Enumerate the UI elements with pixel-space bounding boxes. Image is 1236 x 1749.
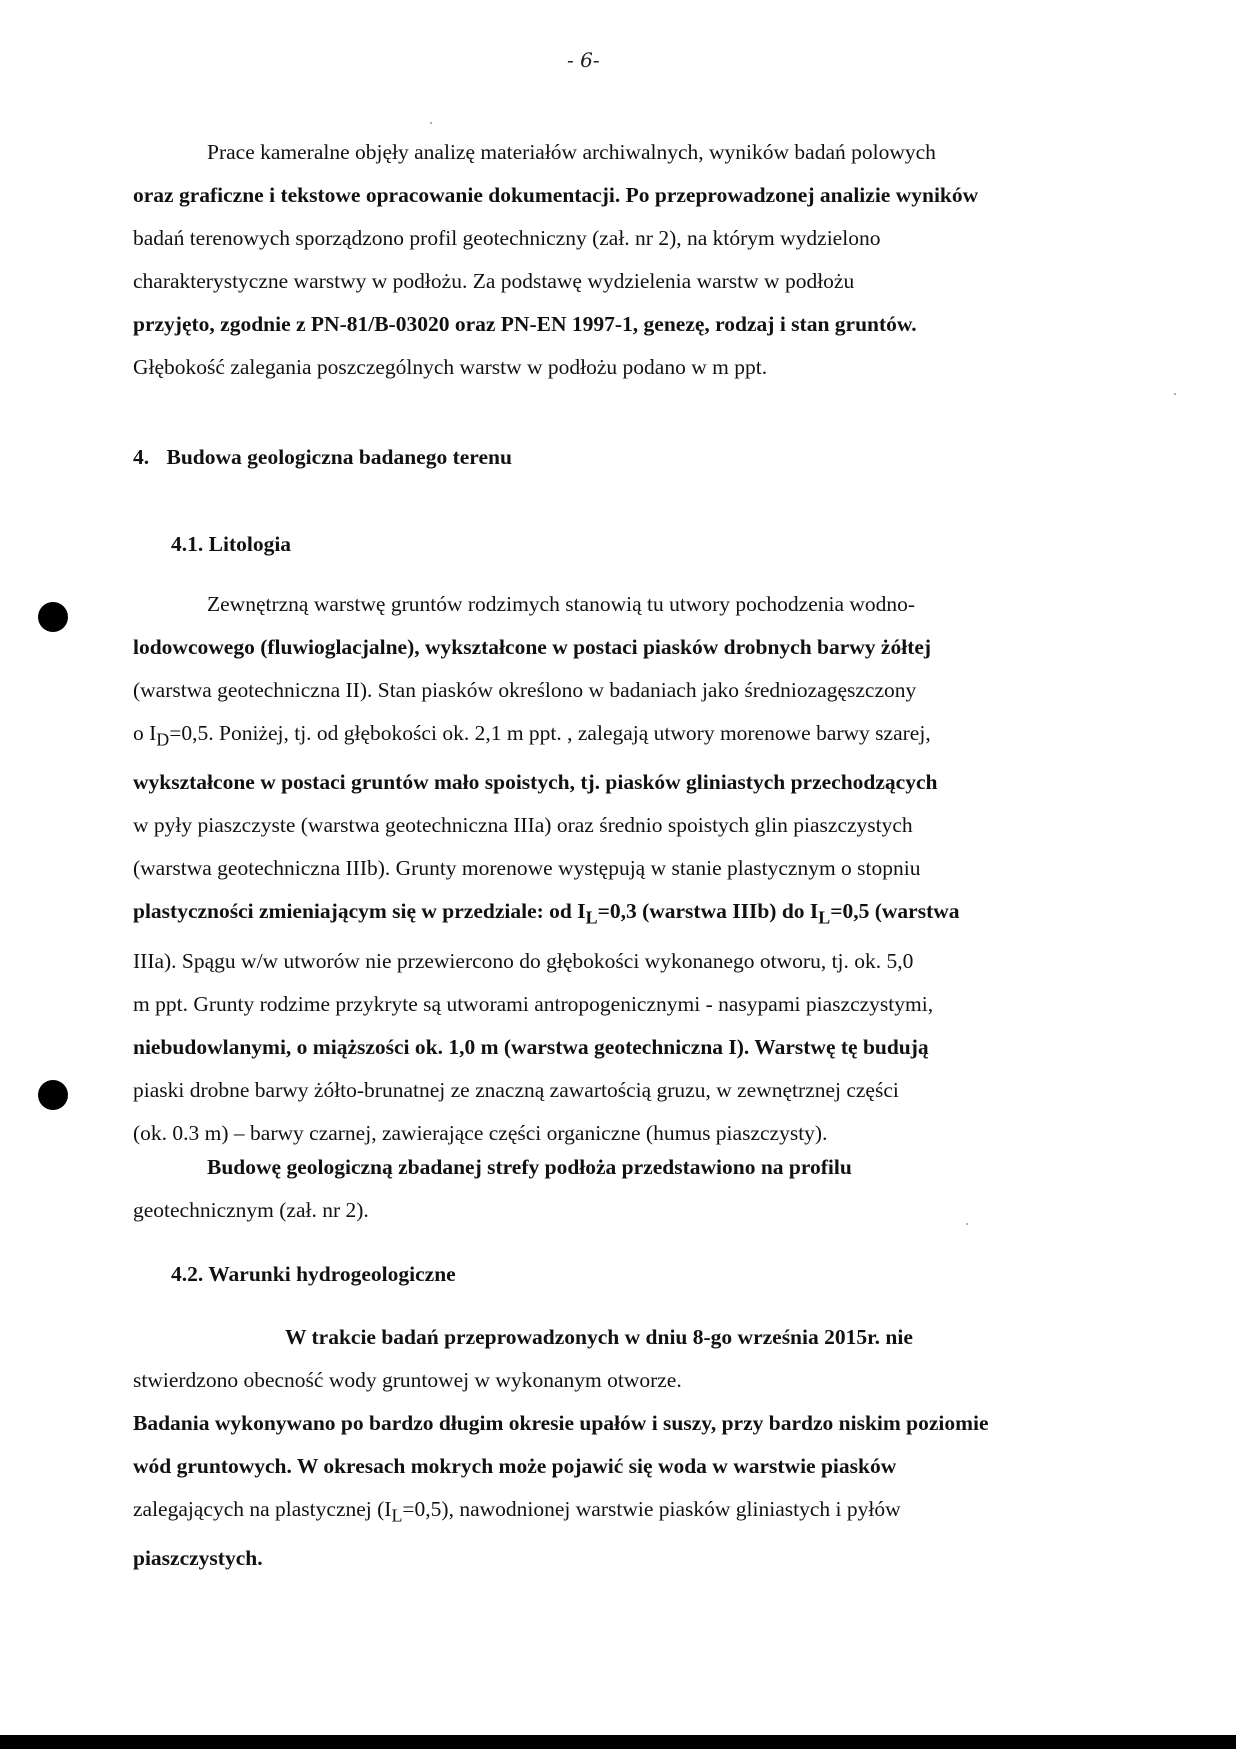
paragraph-line: niebudowlanymi, o miąższości ok. 1,0 m (warstwa geotechniczna I). Warstwę tę budują [133, 1034, 929, 1059]
paragraph-profile-reference [133, 1146, 1079, 1232]
paragraph-office-work [133, 131, 1079, 389]
text-run: =0,5 (warstwa [830, 899, 960, 924]
subscript: L [585, 907, 598, 928]
paragraph-line: w pyły piaszczyste (warstwa geotechniczna IIIa) oraz średnio spoistych glin piaszczystych [133, 813, 913, 838]
paragraph-line: (warstwa geotechniczna II). Stan piasków określono w badaniach jako średniozagęszczony [133, 678, 917, 702]
paragraph-line: Głębokość zalegania poszczególnych warstw w podłożu podano w m ppt. [133, 355, 768, 379]
paragraph-line: (ok. 0.3 m) – barwy czarnej, zawierające części organiczne (humus piaszczysty). [133, 1120, 828, 1145]
text-run: o I [133, 721, 157, 745]
paragraph-line: Zewnętrzną warstwę gruntów rodzimych stanowią tu utwory pochodzenia wodno- [207, 592, 916, 616]
text-run: =0,5. Poniżej, tj. od głębokości ok. 2,1 m ppt. , zalegają utwory morenowe barwy szarej, [169, 721, 931, 745]
paragraph-line: charakterystyczne warstwy w podłożu. Za podstawę wydzielenia warstw w podłożu [133, 269, 855, 293]
paragraph-line: piaski drobne barwy żółto-brunatnej ze znaczną zawartością gruzu, w zewnętrznej części [133, 1077, 899, 1102]
paragraph-lithology [133, 583, 1079, 1155]
scan-speck [1174, 393, 1176, 395]
scan-border [0, 1735, 1236, 1749]
text-run: =0,3 (warstwa IIIb) do I [597, 899, 819, 924]
paragraph-line: m ppt. Grunty rodzime przykryte są utworami antropogenicznymi - nasypami piaszczystymi, [133, 991, 934, 1016]
paragraph-line: geotechnicznym (zał. nr 2). [133, 1198, 369, 1222]
paragraph-line: oraz graficzne i tekstowe opracowanie dokumentacji. Po przeprowadzonej analizie wyników [133, 183, 979, 207]
margin-dot [38, 1080, 68, 1110]
paragraph-line: (warstwa geotechniczna IIIb). Grunty morenowe występują w stanie plastycznym o stopniu [133, 856, 921, 881]
section-heading-4-1: 4.1. Litologia [171, 532, 292, 556]
paragraph-line [133, 712, 1079, 761]
paragraph-line [133, 1488, 1079, 1537]
subscript: L [391, 1505, 403, 1526]
paragraph-line: badań terenowych sporządzono profil geotechniczny (zał. nr 2), na którym wydzielono [133, 226, 881, 250]
paragraph-line: przyjęto, zgodnie z PN-81/B-03020 oraz PN-EN 1997-1, genezę, rodzaj i stan gruntów. [133, 312, 917, 336]
section-heading-4 [133, 442, 512, 472]
paragraph-line: Prace kameralne objęły analizę materiałów archiwalnych, wyników badań polowych [207, 140, 936, 164]
text-run: plastyczności zmieniającym się w przedziale: od I [133, 899, 586, 924]
paragraph-line: Badania wykonywano po bardzo długim okresie upałów i suszy, przy bardzo niskim poziomie [133, 1411, 989, 1435]
paragraph-line: stwierdzono obecność wody gruntowej w wykonanym otworze. [133, 1368, 682, 1392]
paragraph-line: W trakcie badań przeprowadzonych w dniu 8-go września 2015r. nie [285, 1325, 913, 1349]
paragraph-line: wykształcone w postaci gruntów mało spoistych, tj. piasków gliniastych przechodzących [133, 770, 938, 795]
paragraph-line: IIIa). Spągu w/w utworów nie przewiercono do głębokości wykonanego otworu, tj. ok. 5,0 [133, 948, 914, 973]
text-run: zalegających na plastycznej (I [133, 1497, 392, 1521]
paragraph-line: piaszczystych. [133, 1546, 263, 1571]
scan-speck [430, 122, 432, 124]
section-number: 4. [133, 445, 150, 469]
paragraph-line [133, 890, 1079, 939]
paragraph-hydrogeology [133, 1316, 1079, 1580]
paragraph-line: lodowcowego (fluwioglacjalne), wykształcone w postaci piasków drobnych barwy żółtej [133, 635, 932, 659]
paragraph-line: Budowę geologiczną zbadanej strefy podłoża przedstawiono na profilu [207, 1155, 852, 1179]
text-run: =0,5), nawodnionej warstwie piasków gliniastych i pyłów [402, 1497, 901, 1521]
subscript: D [156, 729, 170, 750]
page-number: - 6- [567, 48, 600, 72]
margin-dot [38, 602, 68, 632]
section-title: Budowa geologiczna badanego terenu [166, 445, 512, 469]
paragraph-line: wód gruntowych. W okresach mokrych może pojawić się woda w warstwie piasków [133, 1454, 897, 1478]
section-heading-4-2: 4.2. Warunki hydrogeologiczne [171, 1262, 456, 1286]
subscript: L [818, 907, 831, 928]
